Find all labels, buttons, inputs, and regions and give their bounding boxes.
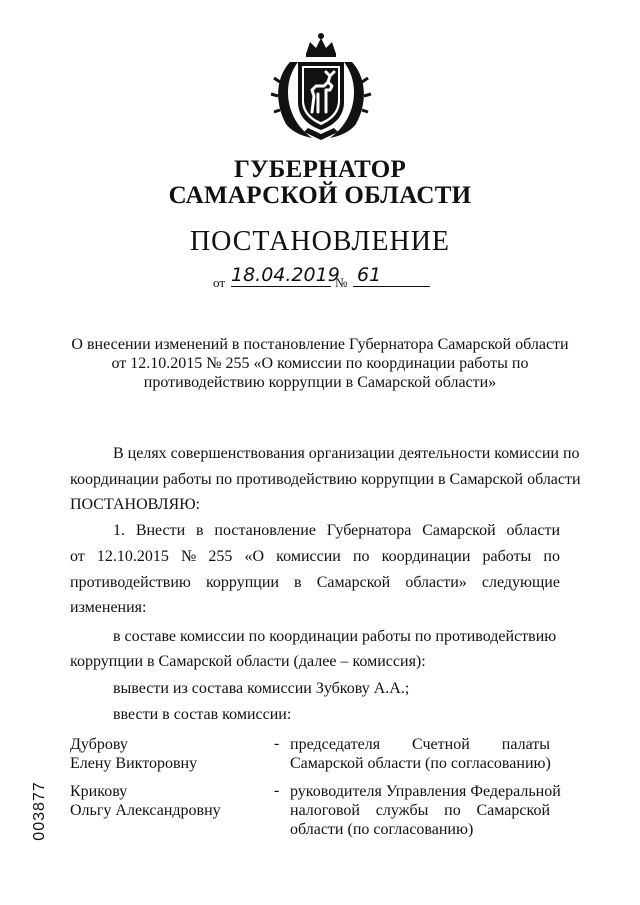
member-surname: Дуброву (70, 736, 128, 753)
position-line: Самарской области (по согласованию) (290, 755, 551, 772)
word: по (352, 548, 370, 565)
word: коррупции (205, 574, 279, 591)
word: «О (244, 548, 265, 565)
word: по (543, 548, 560, 565)
member-dash: - (274, 782, 280, 799)
word: в (294, 574, 302, 591)
header-title-line1: ГУБЕРНАТОР (233, 156, 407, 183)
body-line: ввести в состав комиссии: (113, 706, 292, 723)
member-position (290, 782, 561, 839)
document-subject (70, 335, 570, 392)
member-surname: Крикову (70, 783, 128, 800)
word: налоговой (290, 802, 360, 819)
body-line: координации работы по противодействию коррупции в Самарской области (70, 471, 581, 488)
word: 255 (208, 548, 233, 565)
word: области (506, 522, 560, 539)
body-line-justified (70, 548, 560, 566)
coat-of-arms-emblem (268, 32, 374, 142)
word: Губернатора (326, 522, 412, 539)
word: № (181, 548, 197, 565)
member-position (290, 735, 550, 773)
body-line: в составе комиссии по координации работы по противодействию (113, 628, 557, 645)
member-name (70, 782, 221, 820)
member-given-name: Елену Викторовну (70, 755, 198, 772)
registration-stamp (30, 782, 50, 842)
word: в (196, 522, 204, 539)
document-type-title: ПОСТАНОВЛЕНИЕ (189, 226, 451, 257)
member-given-name: Ольгу Александровну (70, 802, 221, 819)
member-name (70, 735, 197, 773)
word: по (444, 802, 461, 819)
word: следующие (481, 574, 560, 591)
word: работы (482, 548, 532, 565)
word: председателя (290, 736, 381, 753)
word: Самарской (316, 574, 391, 591)
header-title-line2: САМАРСКОЙ ОБЛАСТИ (168, 182, 472, 209)
handwritten-date: 18.04.2019 (231, 264, 340, 286)
word: постановление (214, 522, 316, 539)
body-line (113, 445, 580, 463)
subject-line: О внесении изменений в постановление Губернатора Самарской области (71, 336, 569, 353)
word: Самарской (422, 522, 496, 539)
word: службы (375, 802, 429, 819)
word: Счетной (412, 736, 470, 753)
member-dash: - (274, 735, 280, 752)
body-line: изменения: (70, 599, 147, 616)
word: 1. (113, 522, 125, 539)
body-line-justified (113, 522, 560, 540)
handwritten-number: 61 (353, 264, 430, 287)
body-line-justified (70, 574, 560, 592)
position-line: руководителя Управления Федеральной (290, 783, 561, 800)
position-line: области (по согласованию) (290, 821, 474, 838)
subject-line: от 12.10.2015 № 255 «О комиссии по координации работы по (111, 355, 529, 372)
position-line-justified (290, 801, 550, 820)
word: Самарской (476, 802, 550, 819)
body-line: коррупции в Самарской области (далее – комиссия): (70, 653, 426, 670)
date-from-label: от (213, 275, 226, 290)
stamp-number: 003877 (31, 781, 48, 841)
resolution-word: ПОСТАНОВЛЯЮ: (70, 496, 201, 513)
number-label: № (335, 275, 348, 290)
word: Внести (135, 522, 186, 539)
body-text: В целях совершенствования организации деятельности комиссии по (113, 445, 580, 462)
word: палаты (501, 736, 550, 753)
word: от (70, 548, 85, 565)
position-line-justified (290, 735, 550, 754)
word: области» (405, 574, 467, 591)
word: 12.10.2015 (96, 548, 169, 565)
word: координации (381, 548, 471, 565)
word: противодействию (70, 574, 191, 591)
word: комиссии (276, 548, 341, 565)
subject-line: противодействию коррупции в Самарской области» (143, 374, 497, 391)
body-line: вывести из состава комиссии Зубкову А.А.; (113, 680, 410, 697)
